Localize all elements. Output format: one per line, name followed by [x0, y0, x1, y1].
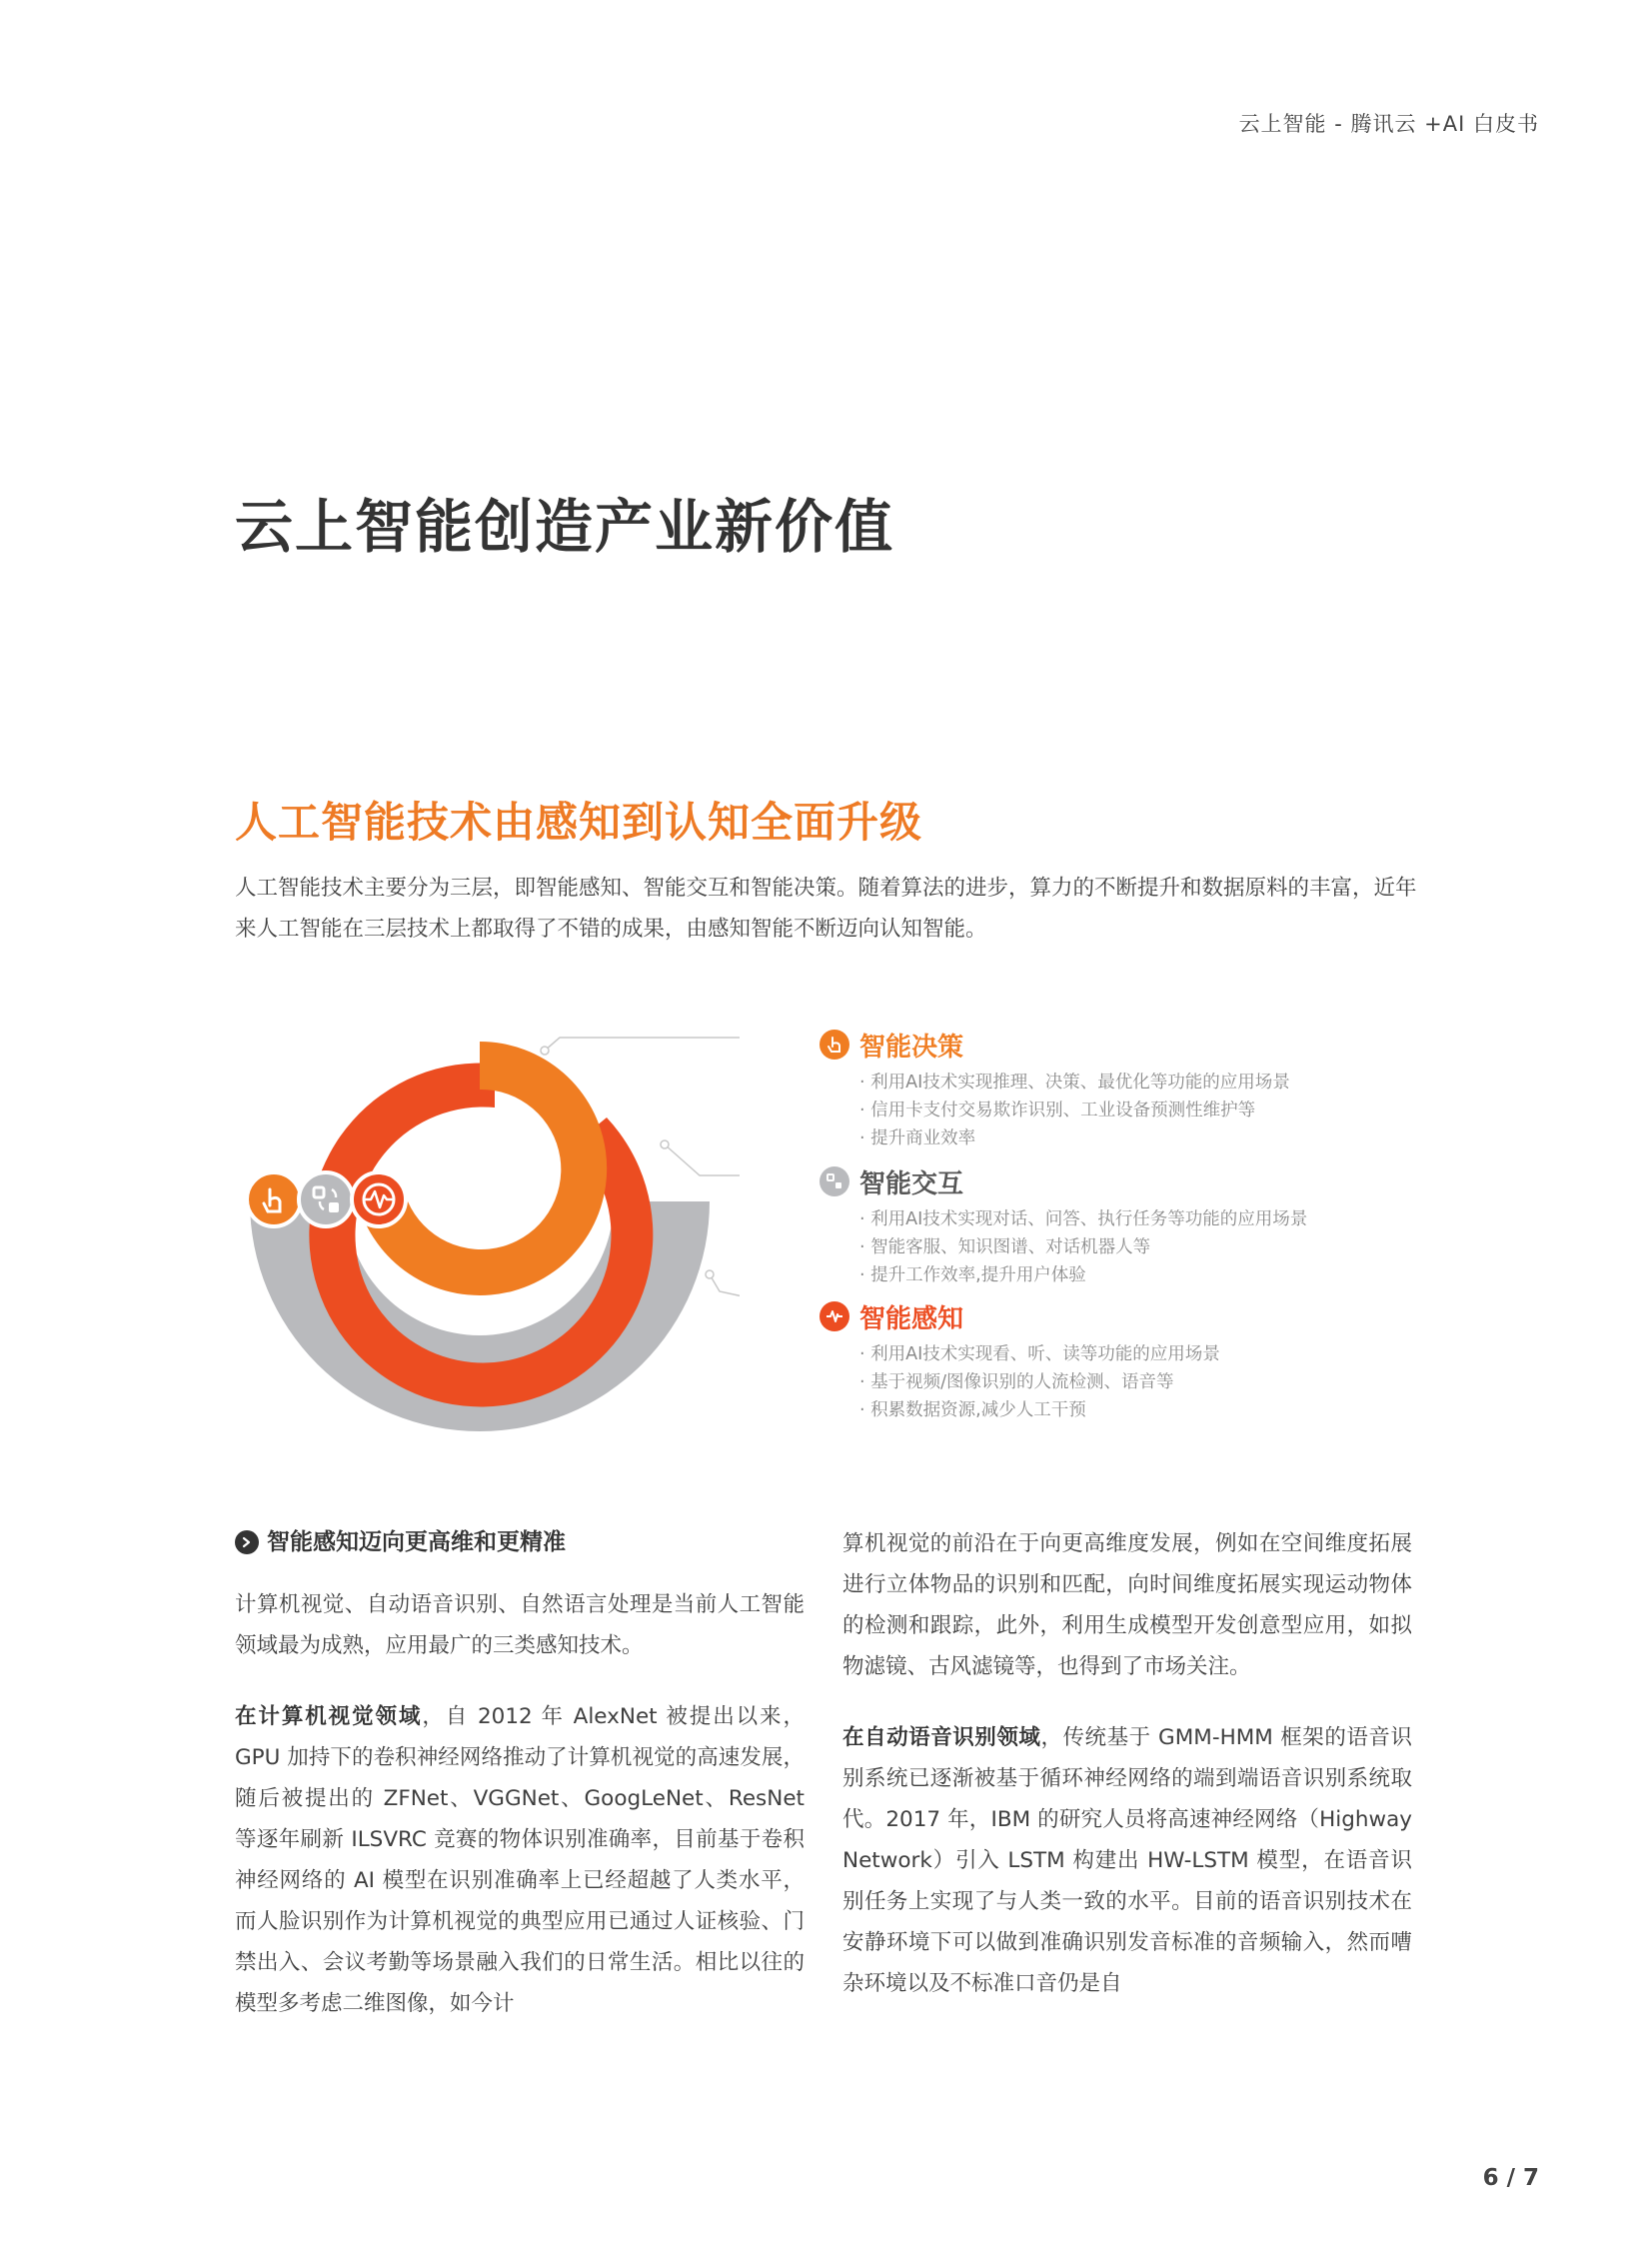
page-number: 6 / 7	[1482, 2165, 1539, 2191]
legend-interaction	[820, 1161, 1459, 1289]
header-title: 云上智能 - 腾讯云 +AI 白皮书	[1238, 112, 1539, 136]
legend-bullets-interaction	[859, 1205, 1459, 1289]
legend-perception	[820, 1296, 1459, 1424]
paragraph-text: ，自 2012 年 AlexNet 被提出以来，GPU 加持下的卷积神经网络推动了计算机视觉的高速发展，随后被提出的 ZFNet、VGGNet、GoogLeNet、ResNet 等逐年刷新 ILSVRC 竞赛的物体识别准确率，目前基于卷积神经网络的 AI 模型在识别准确率上已经超越了人类水平，而人脸识别作为计算机视觉的典型应用已通过人证核验、门禁出入、会议考勤等场景融入我们的日常生活。相比以往的模型多考虑二维图像，如今计	[235, 1704, 805, 2016]
page-title: 云上智能创造产业新价值	[235, 493, 895, 561]
interaction-leader-line	[665, 1144, 740, 1175]
section-title: 人工智能技术由感知到认知全面升级	[235, 798, 923, 847]
bold-lead: 在计算机视觉领域	[235, 1704, 423, 1729]
right-paragraph-2	[842, 1717, 1412, 2004]
decision-leader-line	[545, 1038, 740, 1051]
legend-bullets-perception	[859, 1340, 1459, 1424]
list-item: · 利用AI技术实现对话、问答、执行任务等功能的应用场景	[859, 1205, 1459, 1233]
waveform-icon	[352, 1172, 406, 1226]
list-item: · 提升工作效率,提升用户体验	[859, 1261, 1459, 1289]
list-item: · 积累数据资源,减少人工干预	[859, 1396, 1459, 1424]
list-item: · 基于视频/图像识别的人流检测、语音等	[859, 1368, 1459, 1396]
chevron-right-icon	[235, 1530, 259, 1554]
right-column	[842, 1523, 1412, 2034]
left-column	[235, 1524, 805, 2054]
hand-pointer-icon	[820, 1030, 849, 1060]
list-item: · 利用AI技术实现看、听、读等功能的应用场景	[859, 1340, 1459, 1368]
right-paragraph-1: 算机视觉的前沿在于向更高维度发展，例如在空间维度拓展进行立体物品的识别和匹配，向时间维度拓展实现运动物体的检测和跟踪，此外，利用生成模型开发创意型应用，如拟物滤镜、古风滤镜等，也得到了市场关注。	[842, 1531, 1412, 1679]
paragraph-text: ，传统基于 GMM-HMM 框架的语音识别系统已逐渐被基于循环神经网络的端到端语音识别系统取代。2017 年，IBM 的研究人员将高速神经网络（Highway Network）引入 LSTM 构建出 HW-LSTM 模型，在语音识别任务上实现了与人类一致的水平。目前的语音识别技术在安静环境下可以做到准确识别发音标准的音频输入，然而嘈杂环境以及不标准口音仍是自	[842, 1725, 1412, 1996]
legend-title-decision: 智能决策	[859, 1032, 964, 1063]
intro-paragraph: 人工智能技术主要分为三层，即智能感知、智能交互和智能决策。随着算法的进步，算力的不断提升和数据原料的丰富，近年来人工智能在三层技术上都取得了不错的成果，由感知智能不断迈向认知智能。	[235, 876, 1417, 942]
legend-title-interaction: 智能交互	[859, 1168, 964, 1199]
exchange-icon	[820, 1166, 849, 1196]
left-paragraph-1: 计算机视觉、自动语音识别、自然语言处理是当前人工智能领域最为成熟，应用最广的三类感知技术。	[235, 1592, 805, 1658]
subhead-text: 智能感知迈向更高维和更精准	[267, 1528, 566, 1555]
list-item: · 信用卡支付交易欺诈识别、工业设备预测性维护等	[859, 1097, 1459, 1124]
list-item: · 利用AI技术实现推理、决策、最优化等功能的应用场景	[859, 1069, 1459, 1097]
waveform-icon	[820, 1301, 849, 1331]
legend-title-perception: 智能感知	[859, 1303, 964, 1334]
perception-leader-line	[710, 1274, 740, 1311]
subhead	[235, 1524, 805, 1560]
list-item: · 智能客服、知识图谱、对话机器人等	[859, 1233, 1459, 1261]
exchange-icon	[299, 1172, 353, 1226]
bold-lead: 在自动语音识别领域	[842, 1725, 1041, 1750]
three-layer-arc-diagram	[240, 1030, 740, 1449]
left-paragraph-2	[235, 1696, 805, 2024]
hand-pointer-icon	[247, 1172, 301, 1226]
legend-bullets-decision	[859, 1069, 1459, 1152]
legend-decision	[820, 1025, 1459, 1152]
list-item: · 提升商业效率	[859, 1124, 1459, 1152]
decision-arc	[363, 1042, 607, 1295]
